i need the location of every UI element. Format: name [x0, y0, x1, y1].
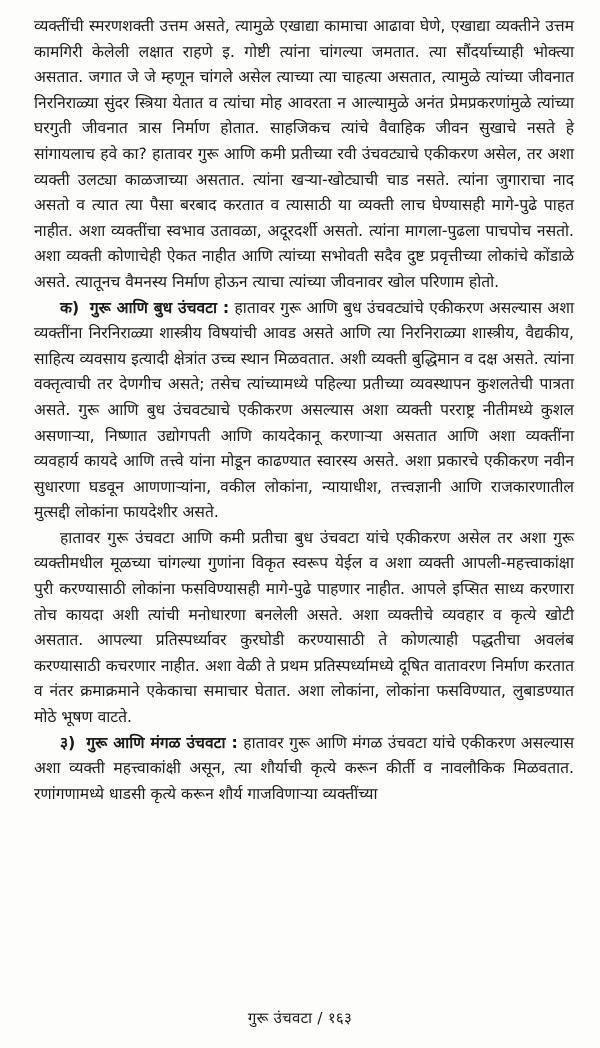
- paragraph-guru-budh: [34, 296, 574, 526]
- page-body: [34, 14, 574, 807]
- section-marker: क): [60, 298, 80, 317]
- section-heading: गुरू आणि बुध उंचवटा :: [89, 298, 230, 317]
- page-footer: गुरू उंचवटा / १६३: [247, 1009, 353, 1027]
- paragraph-text: हातावर गुरू आणि बुध उंचवट्यांचे एकीकरण असल्यास अशा व्यक्तींना निरनिराळ्या शास्त्रीय विषयांची आवड असते आणि त्या निरनिराळ्या शास्त्रीय, वैद्यकीय, साहित्य व्यवसाय इत्यादी क्षेत्रांत उच्च स्थान मिळवतात. अशी व्यक्ती बुद्धिमान व दक्ष असते. त्यांना वक्तृत्वाची तर देणगीच असते; तसेच त्यांच्यामध्ये पहिल्या प्रतीच्या व्यवस्थापन कुशलतेची पात्रता असते. गुरू आणि बुध उंचवट्याचे एकीकरण असल्यास अशा व्यक्ती परराष्ट्र नीतीमध्ये कुशल असणाऱ्या, निष्णात उद्योगपती आणि कायदेकानू करणाऱ्या असतात आणि अशा व्यक्तींना व्यवहार्य कायदे आणि तत्त्वे यांना मोडून काढण्यात स्वारस्य असते. अशा प्रकारचे एकीकरण नवीन सुधारणा घडवून आणणाऱ्यांना, वकील लोकांना, न्यायाधीश, तत्त्वज्ञानी आणि राजकारणातील मुत्सद्दी लोकांना फायदेशीर असते.: [34, 298, 574, 522]
- section-marker: ३): [60, 733, 76, 752]
- paragraph-guru-mangal: [34, 731, 574, 808]
- paragraph-intro: व्यक्तींची स्मरणशक्ती उत्तम असते, त्यामुळे एखाद्या कामाचा आढावा घेणे, एखाद्या व्यक्तीने उत्तम कामगिरी केलेली लक्षात राहणे इ. गोष्टी त्यांना चांगल्या जमतात. त्या सौंदर्याच्याही भोक्त्या असतात. जगात जे जे म्हणून चांगले असेल त्याच्या त्या चाहत्या असतात, त्यामुळे त्यांच्या जीवनात निरनिराळ्या सुंदर स्त्रिया येतात व त्यांचा मोह आवरता न आल्यामुळे अनंत प्रेमप्रकरणांमुळे त्यांच्या घरगुती जीवनात त्रास निर्माण होतात. साहजिकच त्यांचे वैवाहिक जीवन सुखाचे नसते हे सांगायलाच हवे का? हातावर गुरू आणि कमी प्रतीच्या रवी उंचवट्याचे एकीकरण असेल, तर अशा व्यक्ती उलट्या काळजाच्या असतात. त्यांना खऱ्या-खोट्याची चाड नसते. त्यांना जुगाराचा नाद असतो व त्यात त्या पैसा बरबाद करतात व त्यासाठी या व्यक्ती लाच घेण्यासही मागे-पुढे पाहत नाहीत. अशा व्यक्तींचा स्वभाव उतावळा, अदूरदर्शी असतो. त्यांना मागला-पुढला पाचपोच नसतो. अशा व्यक्ती कोणाचेही ऐकत नाहीत आणि त्यांच्या सभोवती सदैव दुष्ट प्रवृत्तीच्या लोकांचे कोंडाळे असते. त्यातूनच वैमनस्य निर्माण होऊन त्याचा त्यांच्या जीवनावर खोल परिणाम होतो.: [34, 17, 574, 291]
- section-heading: गुरू आणि मंगळ उंचवटा :: [86, 733, 238, 752]
- paragraph-guru-low-budh: हातावर गुरू उंचवटा आणि कमी प्रतीचा बुध उंचवटा यांचे एकीकरण असेल तर अशा गुरू व्यक्तीमधील मूळच्या चांगल्या गुणांना विकृत स्वरूप येईल व अशा व्यक्ती आपली-महत्त्वाकांक्षा पुरी करण्यासाठी लोकांना फसविण्यासही मागे-पुढे पाहणार नाहीत. आपले इप्सित साध्य करणारा तोच कायदा अशी त्यांची मनोधारणा बनलेली असते. अशा व्यक्तीचे व्यवहार व कृत्ये खोटी असतात. आपल्या प्रतिस्पर्ध्यावर कुरघोडी करण्यासाठी ते कोणत्याही पद्धतीचा अवलंब करण्यासाठी कचरणार नाहीत. अशा वेळी ते प्रथम प्रतिस्पर्ध्यामध्ये दूषित वातावरण निर्माण करतात व नंतर क्रमाक्रमाने एकेकाचा समाचार घेतात. अशा लोकांना, लोकांना फसविण्यात, लुबाडण्यात मोठे भूषण वाटते.: [34, 528, 574, 727]
- paragraph-text: हातावर गुरू आणि मंगळ उंचवटा यांचे एकीकरण असल्यास अशा व्यक्ती महत्त्वाकांक्षी असून, त्या शौर्याची कृत्ये करून कीर्ती व नावलौकिक मिळवतात. रणांगणामध्ये धाडसी कृत्ये करून शौर्य गाजविणाऱ्या व्यक्तींच्या: [34, 733, 574, 803]
